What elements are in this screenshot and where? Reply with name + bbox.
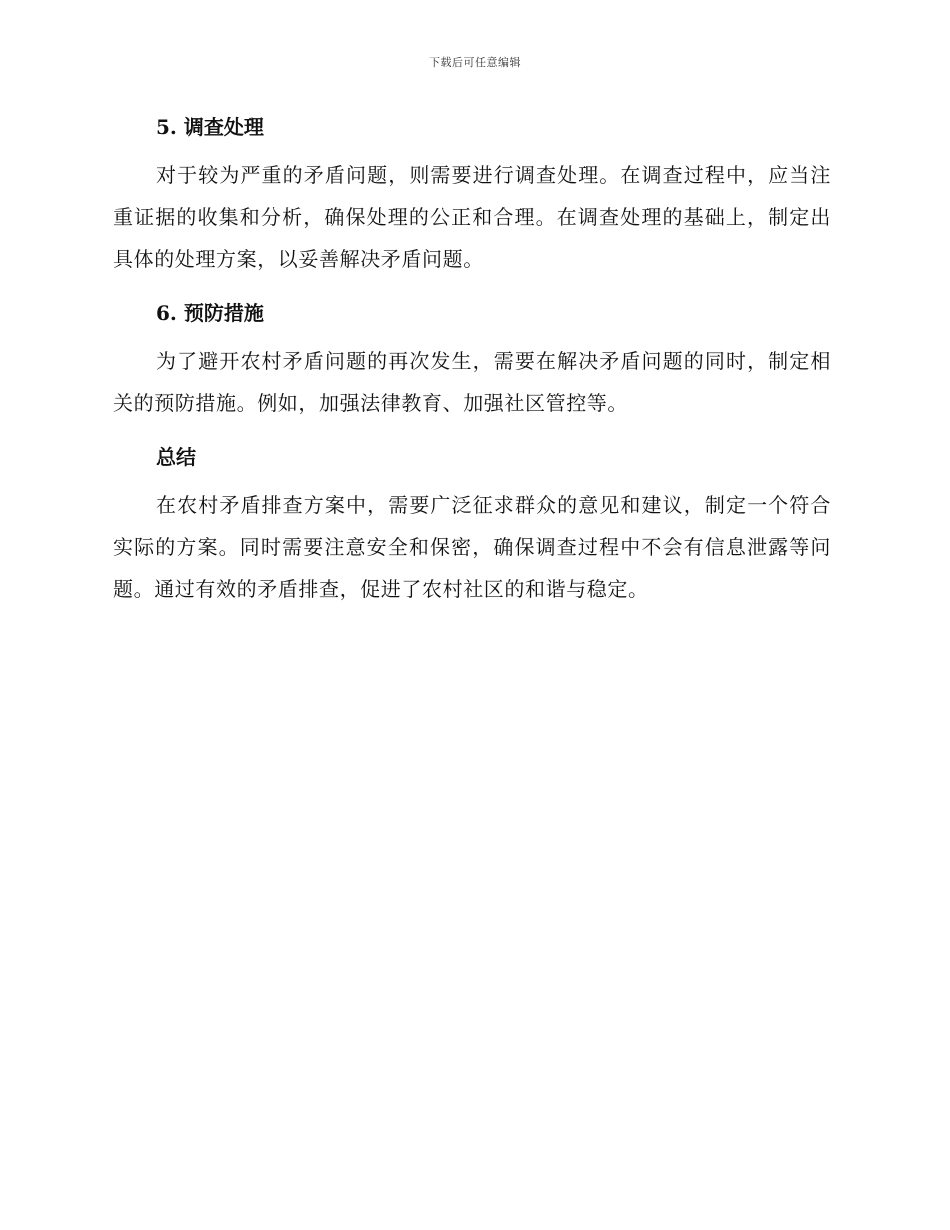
section-heading-prevention: 6. 预防措施	[156, 301, 264, 325]
header-note: 下载后可任意编辑	[429, 56, 521, 69]
section-paragraph-investigation: 对于较为严重的矛盾问题，则需要进行调查处理。在调查过程中，应当注重证据的收集和分析，确保处理的公正和合理。在调查处理的基础上，制定出具体的处理方案，以妥善解决矛盾问题。	[113, 163, 831, 271]
section-paragraph-prevention: 为了避开农村矛盾问题的再次发生，需要在解决矛盾问题的同时，制定相关的预防措施。例如，加强法律教育、加强社区管控等。	[113, 349, 831, 415]
document-body	[113, 108, 831, 610]
section-paragraph-summary: 在农村矛盾排查方案中，需要广泛征求群众的意见和建议，制定一个符合实际的方案。同时需要注意安全和保密，确保调查过程中不会有信息泄露等问题。通过有效的矛盾排查，促进了农村社区的和谐与稳定。	[113, 493, 831, 601]
section-heading-investigation: 5. 调查处理	[156, 115, 264, 139]
section-heading-summary: 总结	[156, 445, 196, 469]
